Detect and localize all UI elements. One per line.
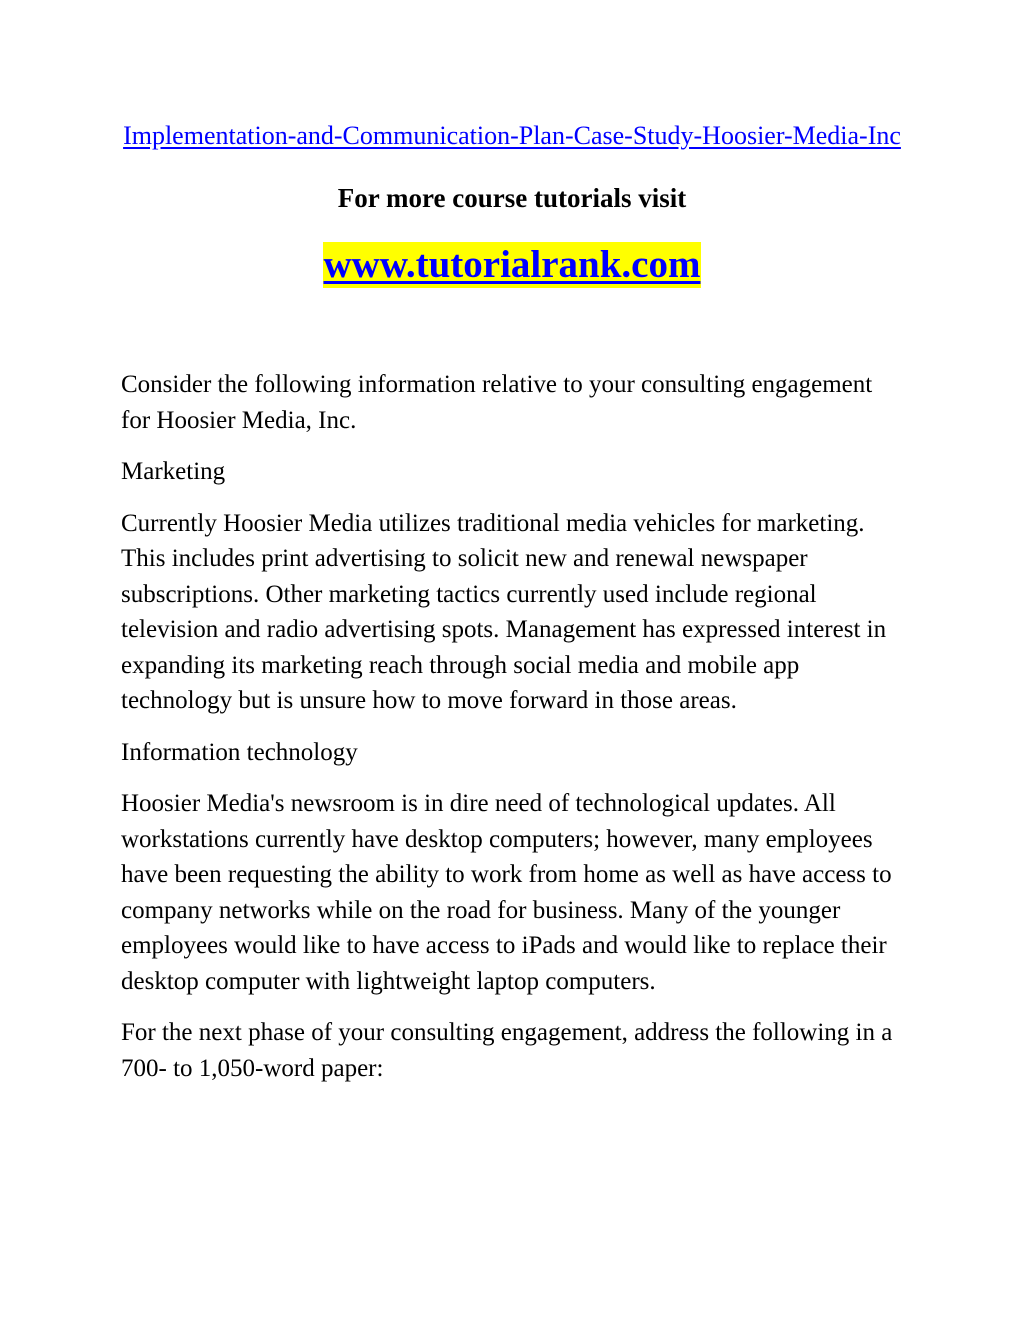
- marketing-paragraph: Currently Hoosier Media utilizes traditional media vehicles for marketing. This includes print advertising to solicit new and renewal newspaper subscriptions. Other marketing tactics currently used include regional television and radio advertising spots. Management has expressed interest in expanding its marketing reach through social media and mobile app technology but is unsure how to move forward in those areas.: [121, 509, 887, 714]
- it-heading: Information technology: [121, 738, 358, 766]
- marketing-heading: Marketing: [121, 458, 226, 485]
- subtitle: For more course tutorials visit: [337, 183, 687, 213]
- site-link[interactable]: www.tutorialrank.com: [323, 243, 701, 286]
- next-phase-paragraph: For the next phase of your consulting engagement, address the following in a 700- to 1,050-word paper:: [121, 1019, 893, 1082]
- it-paragraph: Hoosier Media's newsroom is in dire need of technological updates. All workstations currently have desktop computers; however, many employees have been requesting the ability to work from home as well as have access to company networks while on the road for business. Many of the younger employees would like to have access to iPads and would like to replace their desktop computer with lightweight laptop computers.: [121, 790, 892, 995]
- site-link-wrapper: [121, 242, 903, 288]
- title-link[interactable]: Implementation-and-Communication-Plan-Case-Study-Hoosier-Media-Inc: [123, 121, 901, 150]
- intro-paragraph: Consider the following information relative to your consulting engagement for Hoosier Media, Inc.: [121, 371, 873, 434]
- document-page: [121, 118, 903, 1086]
